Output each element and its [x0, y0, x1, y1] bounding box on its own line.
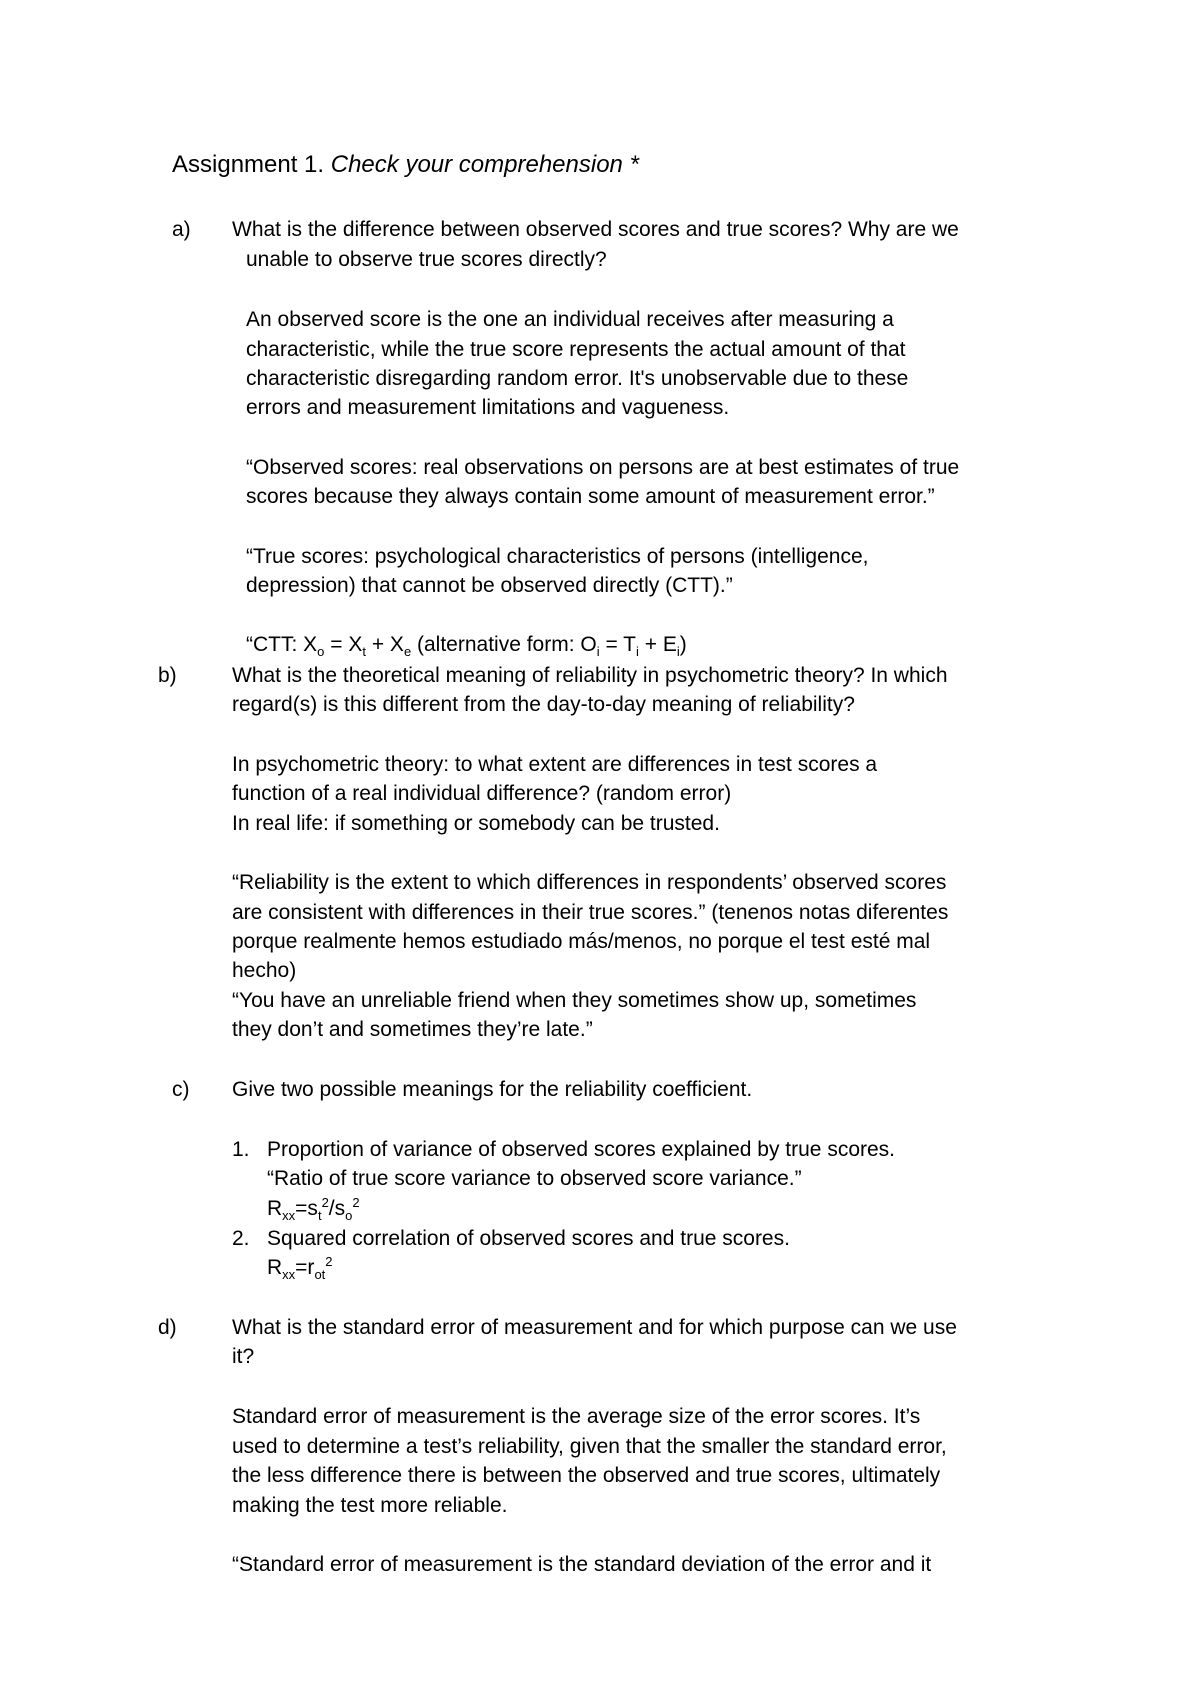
- formula-text: = T: [599, 633, 637, 656]
- formula-text: = X: [324, 633, 363, 656]
- answer-d-p1-line4: making the test more reliable.: [232, 1494, 508, 1517]
- formula-sub: ot: [314, 1267, 326, 1283]
- answer-d-p1-line3: the less difference there is between the observed and true scores, ultimately: [232, 1464, 941, 1487]
- answer-b-p1-line1: In psychometric theory: to what extent are differences in test scores a: [232, 753, 878, 776]
- answer-b-p2-line3: porque realmente hemos estudiado más/menos, no porque el test esté mal: [232, 930, 931, 953]
- formula-sup: 2: [352, 1195, 360, 1210]
- formula-sub: xx: [282, 1267, 296, 1283]
- list-item-quote: “Ratio of true score variance to observed score variance.”: [267, 1167, 802, 1190]
- question-a-line2: unable to observe true scores directly?: [246, 248, 607, 271]
- answer-b-p2-line4: hecho): [232, 959, 297, 982]
- title-italic: Check your comprehension *: [330, 151, 639, 178]
- formula-sub: t: [362, 644, 366, 660]
- answer-a-p2-line1: “Observed scores: real observations on persons are at best estimates of true: [246, 456, 960, 479]
- formula-sup: 2: [325, 1254, 333, 1269]
- formula-sub: o: [345, 1208, 353, 1224]
- answer-a-p2-line2: scores because they always contain some amount of measurement error.”: [246, 485, 935, 508]
- formula-text: + X: [365, 633, 404, 656]
- list-item-number: 1.: [232, 1138, 250, 1161]
- formula-sub: i: [636, 644, 639, 660]
- list-item-text: Squared correlation of observed scores and true scores.: [267, 1227, 790, 1250]
- question-c-line1: Give two possible meanings for the reliability coefficient.: [232, 1078, 753, 1101]
- answer-a-p1-line2: characteristic, while the true score represents the actual amount of that: [246, 338, 906, 361]
- label-d: d): [158, 1316, 177, 1339]
- question-d-line2: it?: [232, 1345, 255, 1368]
- answer-a-p1-line1: An observed score is the one an individual receives after measuring a: [246, 308, 894, 331]
- formula-sub: xx: [282, 1208, 296, 1224]
- answer-d-p1-line2: used to determine a test’s reliability, given that the smaller the standard error,: [232, 1435, 947, 1458]
- answer-a-p3-line2: depression) that cannot be observed directly (CTT).”: [246, 574, 733, 597]
- answer-b-p2-line1: “Reliability is the extent to which differences in respondents’ observed scores: [232, 871, 947, 894]
- formula-text: =r: [295, 1256, 315, 1279]
- answer-b-p1-line2: function of a real individual difference? (random error): [232, 782, 732, 805]
- formula-text: =s: [295, 1197, 318, 1220]
- assignment-title: [172, 153, 639, 177]
- ctt-formula: [246, 633, 687, 660]
- answer-b-p1-line3: In real life: if something or somebody can be trusted.: [232, 812, 720, 835]
- formula-sub: i: [596, 644, 600, 660]
- formula-text: /s: [328, 1197, 346, 1220]
- reliability-formula-1: [267, 1195, 360, 1224]
- answer-b-p2-line2: are consistent with differences in their true scores.” (tenenos notas diferentes: [232, 901, 949, 924]
- list-item-number: 2.: [232, 1227, 250, 1250]
- label-c: c): [172, 1078, 190, 1101]
- answer-b-p2-line5: “You have an unreliable friend when they sometimes show up, sometimes: [232, 989, 917, 1012]
- list-item-text: Proportion of variance of observed scores explained by true scores.: [267, 1138, 896, 1161]
- answer-d-p1-line1: Standard error of measurement is the average size of the error scores. It’s: [232, 1405, 921, 1428]
- label-b: b): [158, 664, 177, 687]
- formula-text: (alternative form: O: [411, 633, 597, 656]
- formula-sub: t: [317, 1208, 322, 1224]
- formula-text: R: [267, 1256, 283, 1279]
- label-a: a): [172, 218, 191, 241]
- title-prefix: Assignment 1.: [172, 151, 325, 178]
- formula-sub: o: [317, 644, 325, 660]
- answer-a-p3-line1: “True scores: psychological characteristics of persons (intelligence,: [246, 545, 869, 568]
- formula-text: + E: [638, 633, 677, 656]
- formula-text: “CTT: X: [246, 633, 318, 656]
- formula-sup: 2: [321, 1195, 329, 1210]
- answer-d-p2-line1: “Standard error of measurement is the standard deviation of the error and it: [232, 1553, 932, 1576]
- formula-text: ): [679, 633, 687, 656]
- question-b-line1: What is the theoretical meaning of reliability in psychometric theory? In which: [232, 664, 948, 687]
- formula-sub: i: [676, 644, 680, 660]
- formula-text: R: [267, 1197, 283, 1220]
- answer-a-p1-line4: errors and measurement limitations and vagueness.: [246, 396, 730, 419]
- formula-sub: e: [403, 644, 412, 660]
- reliability-formula-2: [267, 1254, 333, 1283]
- answer-a-p1-line3: characteristic disregarding random error. It's unobservable due to these: [246, 367, 909, 390]
- question-d-line1: What is the standard error of measurement and for which purpose can we use: [232, 1316, 957, 1339]
- question-a-line1: What is the difference between observed scores and true scores? Why are we: [232, 218, 959, 241]
- question-b-line2: regard(s) is this different from the day-to-day meaning of reliability?: [232, 693, 855, 716]
- answer-b-p2-line6: they don’t and sometimes they’re late.”: [232, 1018, 593, 1041]
